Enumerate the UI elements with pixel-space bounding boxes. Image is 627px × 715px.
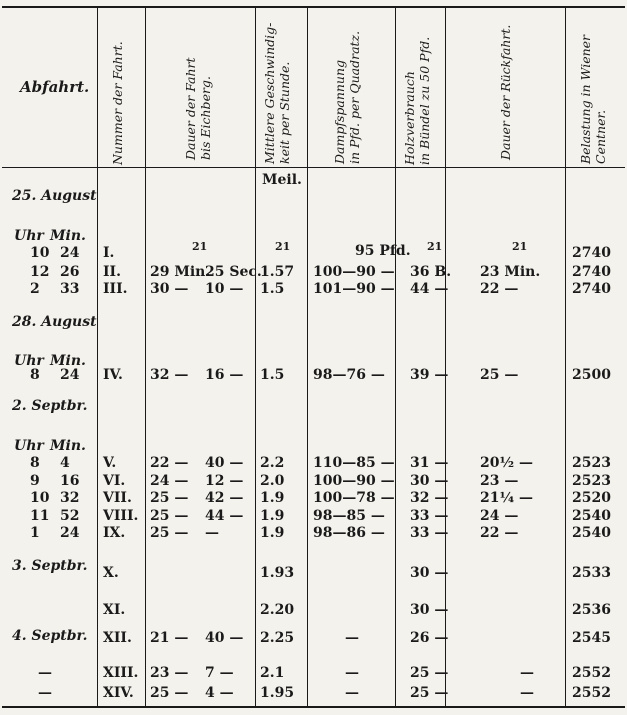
header-nummer: Nummer der Fahrt. <box>110 41 125 165</box>
min-label: Min. <box>50 353 86 369</box>
cell-number: XIII. <box>103 665 139 681</box>
cell-duration-min: 21 — <box>150 630 189 646</box>
cell-hour: — <box>38 685 52 701</box>
header-line: Belastung in Wiener <box>578 34 593 164</box>
cell-number: XII. <box>103 630 132 646</box>
cell-duration-min: 23 — <box>150 665 189 681</box>
header-line: Mittlere Geschwindig- <box>262 22 277 164</box>
cell-minute: 26 <box>60 264 80 280</box>
header-holzverbrauch <box>402 25 432 165</box>
cell-duration-min: 25 — <box>150 525 189 541</box>
cell-speed: 2.2 <box>260 455 285 471</box>
header-line: bis Eichberg. <box>198 76 213 160</box>
cell-duration-min: 24 — <box>150 473 189 489</box>
cell-wood: 25 — <box>410 685 449 701</box>
uhr-label: Uhr <box>14 353 44 369</box>
cell-hour: 10 <box>30 245 50 261</box>
cell-hour: 1 <box>30 525 40 541</box>
cell-wood: 31 — <box>410 455 449 471</box>
cell-hour: 2 <box>30 281 40 297</box>
cell-number: XI. <box>103 602 126 618</box>
top-rule <box>2 6 625 8</box>
cell-number: VI. <box>103 473 126 489</box>
cell-duration-min: 32 — <box>150 367 189 383</box>
cell-speed: 1.9 <box>260 525 285 541</box>
col-rule <box>97 8 98 706</box>
col-rule <box>307 8 308 706</box>
header-belastung <box>578 14 608 164</box>
date-label: 25. August <box>12 188 97 204</box>
cell-number: XIV. <box>103 685 134 701</box>
cell-pressure: — <box>345 685 359 701</box>
col-num: 21 <box>275 240 291 253</box>
col-rule <box>565 8 566 706</box>
cell-hour: — <box>38 665 52 681</box>
cell-duration-sec: 7 — <box>205 665 234 681</box>
header-line: keit per Stunde. <box>277 61 292 164</box>
cell-load: 2740 <box>572 281 611 297</box>
cell-number: II. <box>103 264 121 280</box>
cell-speed: 1.93 <box>260 565 295 581</box>
cell-number: VIII. <box>103 508 139 524</box>
cell-minute: 4 <box>60 455 70 471</box>
date-label: 28. August <box>12 314 97 330</box>
date-label: 3. Septbr. <box>12 558 88 574</box>
header-line: Holzverbrauch <box>402 71 417 165</box>
cell-duration-min: 22 — <box>150 455 189 471</box>
cell-load: 2552 <box>572 685 611 701</box>
cell-pressure: 100—90 — <box>313 264 395 280</box>
header-line: in Pfd. per Quadratz. <box>347 30 362 164</box>
cell-speed: 2.25 <box>260 630 295 646</box>
uhr-label: Uhr <box>14 228 44 244</box>
cell-wood: 26 — <box>410 630 449 646</box>
cell-speed: 1.5 <box>260 367 285 383</box>
cell-number: I. <box>103 245 115 261</box>
cell-duration-sec: 40 — <box>205 455 244 471</box>
cell-return: 22 — <box>480 525 519 541</box>
col-num: 21 <box>512 240 528 253</box>
header-dampfspannung <box>332 14 362 164</box>
cell-pressure: — <box>345 665 359 681</box>
header-rule <box>2 167 625 168</box>
cell-pressure: 98—76 — <box>313 367 385 383</box>
cell-return: 21¼ — <box>480 490 533 506</box>
unit-meil: Meil. <box>262 172 302 188</box>
cell-load: 2740 <box>572 245 611 261</box>
cell-load: 2500 <box>572 367 611 383</box>
cell-return: — <box>520 665 534 681</box>
cell-load: 2523 <box>572 473 611 489</box>
cell-load: 2540 <box>572 508 611 524</box>
cell-wood: 30 — <box>410 602 449 618</box>
col-rule <box>255 8 256 706</box>
cell-minute: 24 <box>60 525 80 541</box>
cell-hour: 11 <box>30 508 50 524</box>
cell-hour: 8 <box>30 367 40 383</box>
col-rule <box>145 8 146 706</box>
cell-load: 2523 <box>572 455 611 471</box>
header-line: Centner. <box>593 109 608 164</box>
date-label: 2. Septbr. <box>12 398 88 414</box>
cell-duration-min: 25 — <box>150 685 189 701</box>
cell-return: 23 — <box>480 473 519 489</box>
cell-number: IV. <box>103 367 123 383</box>
header-dauer-fahrt <box>183 40 213 160</box>
cell-load: 2536 <box>572 602 611 618</box>
cell-load: 2740 <box>572 264 611 280</box>
min-label: Min. <box>50 228 86 244</box>
cell-speed: 1.9 <box>260 490 285 506</box>
cell-duration-min: 30 — <box>150 281 189 297</box>
cell-speed: 1.57 <box>260 264 295 280</box>
cell-minute: 24 <box>60 367 80 383</box>
cell-hour: 8 <box>30 455 40 471</box>
header-line: in Bündel zu 50 Pfd. <box>417 36 432 165</box>
cell-number: III. <box>103 281 128 297</box>
cell-pressure: 100—78 — <box>313 490 395 506</box>
cell-speed: 1.9 <box>260 508 285 524</box>
cell-speed: 2.1 <box>260 665 285 681</box>
cell-hour: 12 <box>30 264 50 280</box>
header-rueckfahrt: Dauer der Rückfahrt. <box>498 24 513 160</box>
cell-load: 2545 <box>572 630 611 646</box>
cell-speed: 2.0 <box>260 473 285 489</box>
cell-pressure: 98—85 — <box>313 508 385 524</box>
cell-duration-sec: 40 — <box>205 630 244 646</box>
cell-duration-sec: 4 — <box>205 685 234 701</box>
header-line: Dampfspannung <box>332 59 347 164</box>
cell-duration-sec: 10 — <box>205 281 244 297</box>
bottom-rule <box>2 706 625 708</box>
cell-return: 23 Min. <box>480 264 541 280</box>
unit-pfd: 95 Pfd. <box>355 243 411 259</box>
cell-speed: 1.5 <box>260 281 285 297</box>
col-rule <box>395 8 396 706</box>
uhr-label: Uhr <box>14 438 44 454</box>
header-geschwindigkeit <box>262 14 292 164</box>
cell-minute: 32 <box>60 490 80 506</box>
cell-number: X. <box>103 565 119 581</box>
cell-wood: 44 — <box>410 281 449 297</box>
date-label: 4. Septbr. <box>12 628 88 644</box>
cell-wood: 25 — <box>410 665 449 681</box>
cell-wood: 30 — <box>410 565 449 581</box>
cell-return: — <box>520 685 534 701</box>
cell-load: 2533 <box>572 565 611 581</box>
min-label: Min. <box>50 438 86 454</box>
cell-minute: 24 <box>60 245 80 261</box>
cell-return: 22 — <box>480 281 519 297</box>
cell-minute: 52 <box>60 508 80 524</box>
cell-duration-min: 25 — <box>150 490 189 506</box>
col-num: 21 <box>192 240 208 253</box>
cell-duration-sec: 42 — <box>205 490 244 506</box>
cell-return: 25 — <box>480 367 519 383</box>
cell-duration-min: 29 Min. <box>150 264 211 280</box>
cell-hour: 9 <box>30 473 40 489</box>
cell-minute: 33 <box>60 281 80 297</box>
cell-duration-sec: 25 Sec. <box>205 264 262 280</box>
cell-duration-min: 25 — <box>150 508 189 524</box>
cell-number: IX. <box>103 525 126 541</box>
cell-wood: 32 — <box>410 490 449 506</box>
cell-load: 2520 <box>572 490 611 506</box>
cell-number: VII. <box>103 490 132 506</box>
cell-load: 2552 <box>572 665 611 681</box>
cell-wood: 33 — <box>410 508 449 524</box>
cell-duration-sec: — <box>205 525 219 541</box>
cell-duration-sec: 44 — <box>205 508 244 524</box>
cell-duration-sec: 16 — <box>205 367 244 383</box>
cell-wood: 30 — <box>410 473 449 489</box>
cell-number: V. <box>103 455 117 471</box>
cell-load: 2540 <box>572 525 611 541</box>
header-abfahrt: Abfahrt. <box>20 78 90 96</box>
cell-hour: 10 <box>30 490 50 506</box>
cell-pressure: — <box>345 630 359 646</box>
cell-wood: 36 B. <box>410 264 452 280</box>
cell-return: 20½ — <box>480 455 533 471</box>
col-num: 21 <box>427 240 443 253</box>
cell-minute: 16 <box>60 473 80 489</box>
cell-speed: 2.20 <box>260 602 295 618</box>
cell-wood: 33 — <box>410 525 449 541</box>
cell-speed: 1.95 <box>260 685 295 701</box>
cell-wood: 39 — <box>410 367 449 383</box>
cell-return: 24 — <box>480 508 519 524</box>
cell-pressure: 110—85 — <box>313 455 395 471</box>
cell-pressure: 101—90 — <box>313 281 395 297</box>
cell-pressure: 100—90 — <box>313 473 395 489</box>
header-line: Dauer der Fahrt <box>183 57 198 160</box>
cell-pressure: 98—86 — <box>313 525 385 541</box>
cell-duration-sec: 12 — <box>205 473 244 489</box>
